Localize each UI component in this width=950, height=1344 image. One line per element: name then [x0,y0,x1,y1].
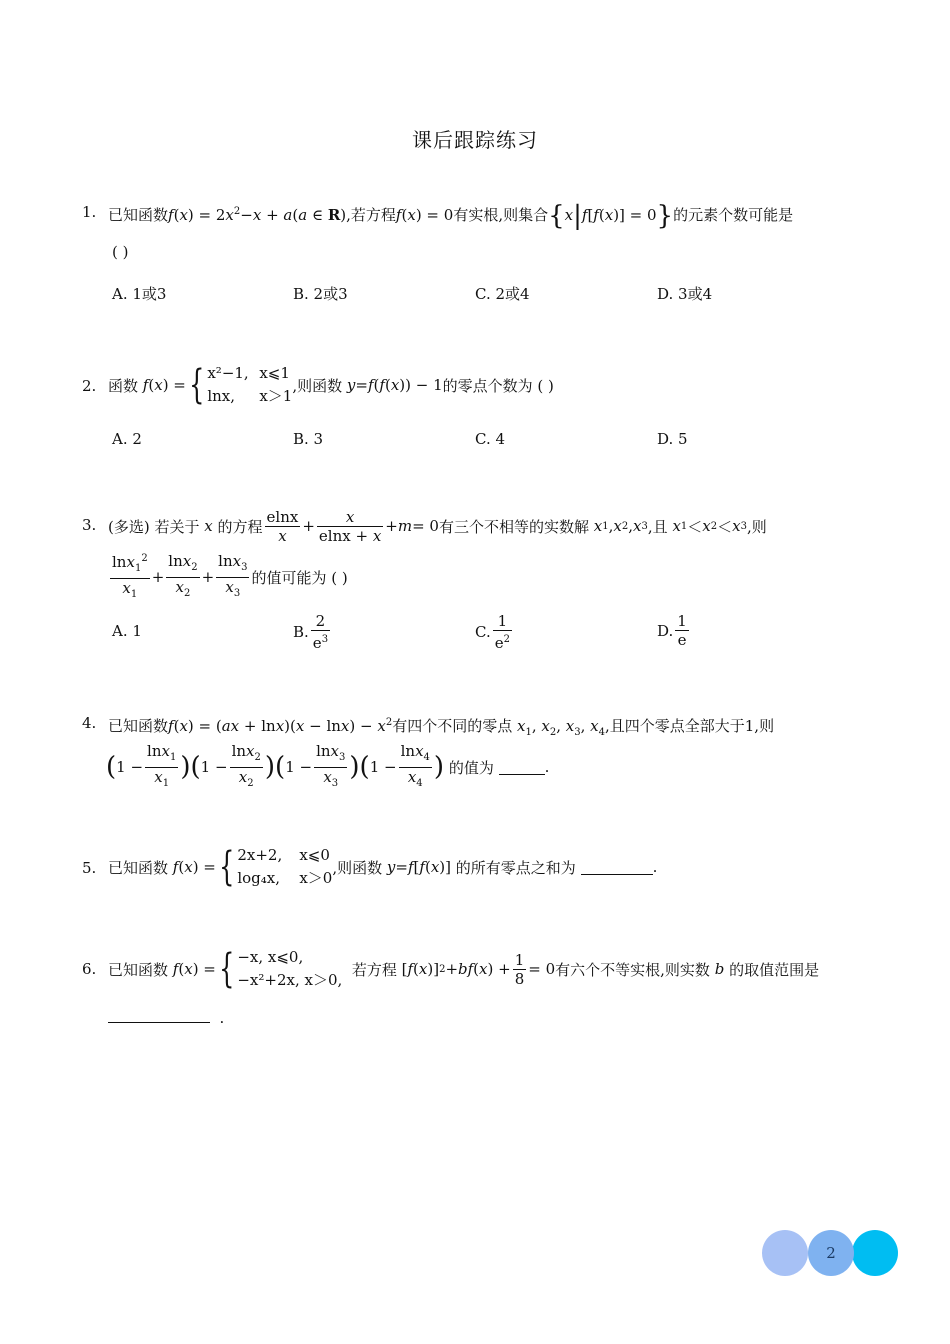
question-number: 5. [82,859,97,877]
option-a[interactable]: A. 2 [112,430,142,448]
question-6-stem: 已知函数 f ( x ) = { −x, x⩽0, −x²+2x, x＞0, 若方程 [ f ( x )] 2 + bf ( x ) + $\frac{1}{8}$ = 0 有六个不等实根,则实数 b 的取值范围是 [108,946,820,992]
question-4-stem-line2: ( 1 − $\frac{\ln x_1}{x_1}$ ) ( 1 − $\frac{\ln x_2}{x_2}$ ) ( 1 − $\frac{\ln x_3}{x_3}$ ) ( 1 − $\frac{\ln x_4}{x_4}$ ) 的值为 . [106,741,550,789]
question-number: 6. [82,960,97,978]
question-1-stem: 已知函数$f(x) = 2x^2-x + a(a$ ∈ R),若方程f(x) = 0有实根,则集合{x|f[f(x)] = 0}的元素个数可能是 [108,201,794,231]
option-c[interactable]: C. 4 [475,430,506,448]
answer-blank[interactable] [108,1008,210,1023]
question-number: 2. [82,377,97,395]
answer-blank[interactable] [581,860,653,875]
question-5-stem: 已知函数 f ( x ) = { 2x+2, x⩽0 log₄x, x＞0 ,则函数 y = f [ f ( x )] 的所有零点之和为 . [108,844,658,890]
circle-right [852,1230,898,1276]
answer-blank[interactable] [499,760,545,775]
question-4-stem: 已知函数$f(x) = (ax + \ln x)(x - \ln x) - x^2$有四个不同的零点 $x_1$, $x_2$, $x_3$, $x_4$,且四个零点全部大于1,则 [108,717,775,738]
question-number: 3. [82,516,97,534]
answer-line: . [108,1008,224,1027]
option-d[interactable]: D. 5 [657,430,688,448]
option-c[interactable]: C. $\frac{1}{e^2}$ [475,612,510,652]
option-a[interactable]: A. 1 [112,622,142,640]
question-2-stem: 函数 f ( x ) = { x²−1, x⩽1 lnx, x＞1 ,则函数 y = f ( f ( x )) − 1 的零点个数为 ( ) [108,362,554,408]
question-number: 1. [82,203,97,221]
option-b[interactable]: B. 3 [293,430,324,448]
option-b[interactable]: B. $\frac{2}{e^3}$ [293,612,329,652]
option-c[interactable]: C. 2或4 [475,285,530,303]
option-d[interactable]: D. $\frac{1}{e}$ [657,612,687,649]
page-title: 课后跟踪练习 [412,128,538,152]
page-number: 2 [826,1244,836,1262]
question-3-stem: (多选) 若关于 x 的方程 $\frac{elnx}{x}$ + $\frac{x}{elnx + x}$ + m = 0 有三个不相等的实数解 x 1 , x 2 , x 3 ,且 x 1 ＜ x 2 ＜ x 3 ,则 [108,507,767,545]
question-number: 4. [82,714,97,732]
answer-paren: ( ) [112,243,129,261]
option-d[interactable]: D. 3或4 [657,285,713,303]
circle-left [762,1230,808,1276]
option-a[interactable]: A. 1或3 [112,285,167,303]
question-3-stem-line2: $\frac{\ln x_1^2}{x_1}$ + $\frac{\ln x_2}{x_2}$ + $\frac{\ln x_3}{x_3}$ 的值可能为 ( ) [112,551,348,600]
option-b[interactable]: B. 2或3 [293,285,348,303]
